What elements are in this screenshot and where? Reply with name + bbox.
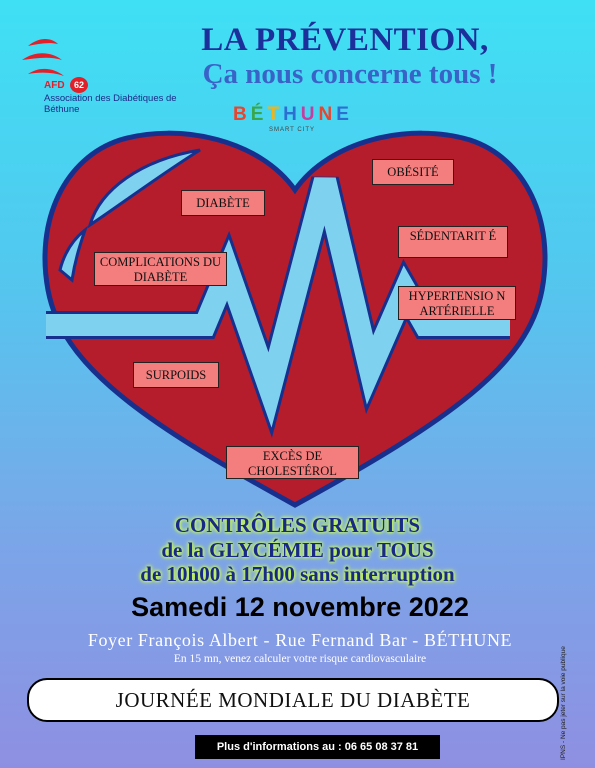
label-obesity: OBÉSITÉ [372,159,454,185]
logo-brand: AFD [44,80,65,91]
city-letter: E [336,104,353,125]
event-line-1: CONTRÔLES GRATUITS [174,513,421,537]
label-hypertension: HYPERTENSIO N ARTÉRIELLE [398,286,516,320]
label-diabetes: DIABÈTE [181,190,265,216]
side-legal-note: IPNS - Ne pas jeter sur la voie publique [560,646,567,760]
page-subtitle: Ça nous concerne tous ! [202,58,498,90]
city-letter: N [318,104,337,125]
contact-info: Plus d'informations au : 06 65 08 37 81 [195,735,440,759]
label-complications: COMPLICATIONS DU DIABÈTE [94,252,227,286]
logo-number-badge: 62 [70,77,88,93]
afd-bird-logo-icon [18,34,78,84]
page-title: LA PRÉVENTION, [201,22,489,58]
event-venue: Foyer François Albert - Rue Fernand Bar - BÉTHUNE [87,630,513,650]
event-line-2: de la GLYCÉMIE pour TOUS [161,538,434,562]
city-letter: T [267,104,284,125]
city-tagline: SMART CITY [268,127,316,133]
world-diabetes-day-banner: JOURNÉE MONDIALE DU DIABÈTE [27,678,559,722]
city-letter: É [250,104,268,125]
label-cholesterol: EXCÈS DE CHOLESTÉROL [226,446,359,479]
city-letter: U [300,104,319,125]
city-letter: B [233,104,251,125]
label-sedentary: SÉDENTARIT É [398,226,508,258]
logo-subtitle: Association des Diabétiques de Béthune [44,93,177,115]
city-letter: H [283,104,301,125]
event-line-3: de 10h00 à 17h00 sans interruption [140,562,455,586]
event-note: En 15 mn, venez calculer votre risque cardiovasculaire [173,653,427,665]
event-date: Samedi 12 novembre 2022 [131,592,469,622]
label-overweight: SURPOIDS [133,362,219,388]
